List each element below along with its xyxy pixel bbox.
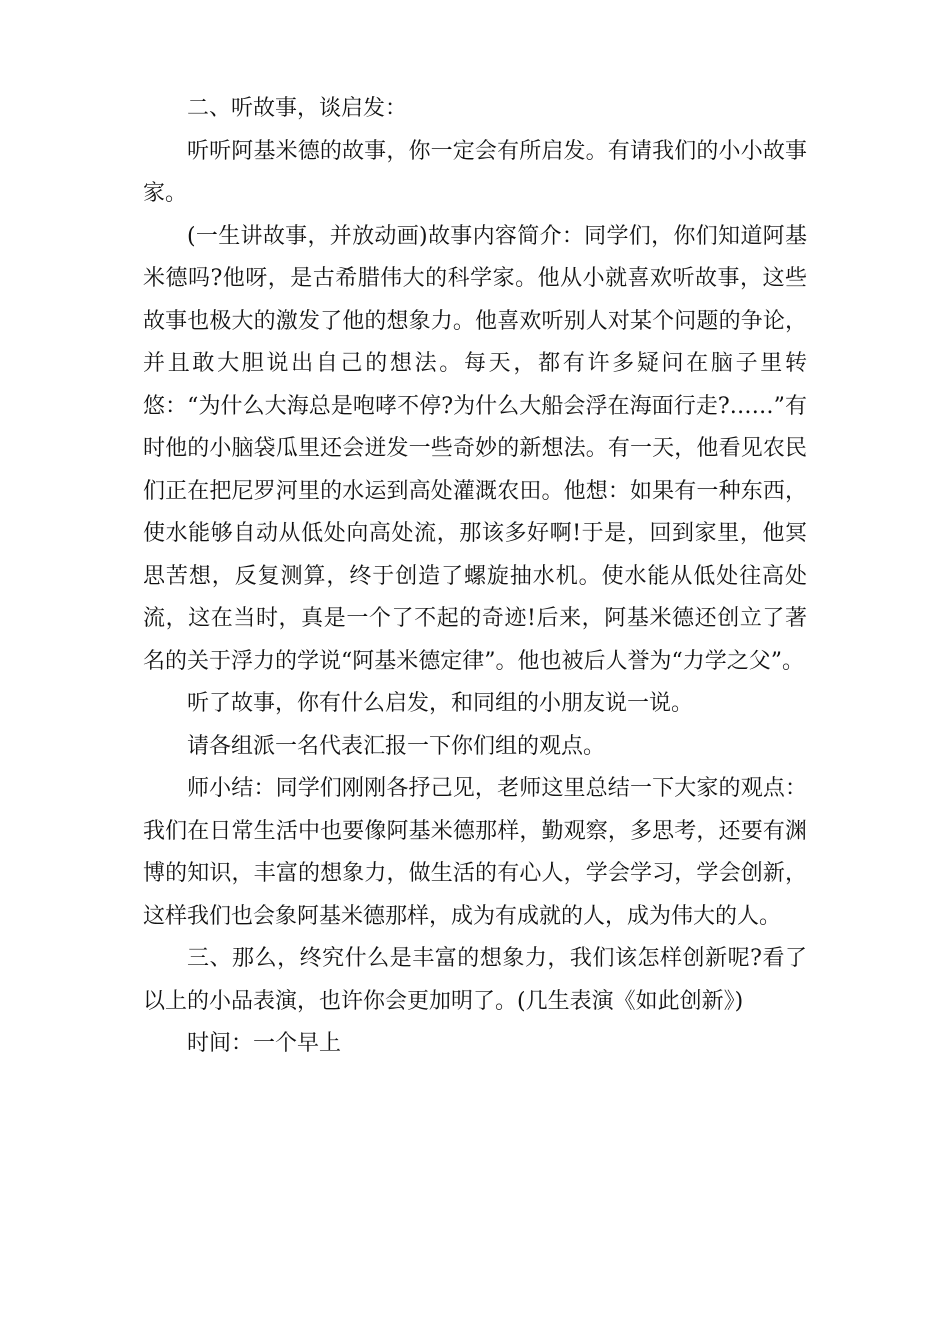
paragraph-story-intro: 听听阿基米德的故事，你一定会有所启发。有请我们的小小故事家。 bbox=[143, 138, 807, 206]
paragraph-teacher-summary: 师小结：同学们刚刚各抒己见，老师这里总结一下大家的观点：我们在日常生活中也要像阿基米德那样，勤观察，多思考，还要有渊博的知识，丰富的想象力，做生活的有心人，学会学习，学会创新，这样我们也会象阿基米德那样，成为有成就的人，成为伟大的人。 bbox=[143, 776, 807, 929]
section-heading-imagination: 三、那么，终究什么是丰富的想象力，我们该怎样创新呢?看了以上的小品表演，也许你会更加明了。(几生表演《如此创新》) bbox=[143, 946, 807, 1014]
document-body bbox=[143, 88, 807, 1066]
paragraph-archimedes-story: (一生讲故事，并放动画)故事内容简介：同学们，你们知道阿基米德吗?他呀，是古希腊伟大的科学家。他从小就喜欢听故事，这些故事也极大的激发了他的想象力。他喜欢听别人对某个问题的争论，并且敢大胆说出自己的想法。每天，都有许多疑问在脑子里转悠：“为什么大海总是咆哮不停?为什么大船会浮在海面行走?……”有时他的小脑袋瓜里还会迸发一些奇妙的新想法。有一天，他看见农民们正在把尼罗河里的水运到高处灌溉农田。他想：如果有一种东西，使水能够自动从低处向高处流，那该多好啊!于是，回到家里，他冥思苦想，反复测算，终于创造了螺旋抽水机。使水能从低处往高处流，这在当时，真是一个了不起的奇迹!后来，阿基米德还创立了著名的关于浮力的学说“阿基米德定律”。他也被后人誉为“力学之父”。 bbox=[143, 223, 807, 674]
paragraph-discussion-prompt: 听了故事，你有什么启发，和同组的小朋友说一说。 bbox=[187, 691, 694, 716]
section-heading-listen-story: 二、听故事，谈启发： bbox=[187, 96, 408, 121]
paragraph-group-report: 请各组派一名代表汇报一下你们组的观点。 bbox=[187, 733, 606, 759]
paragraph-time: 时间：一个早上 bbox=[187, 1031, 342, 1056]
